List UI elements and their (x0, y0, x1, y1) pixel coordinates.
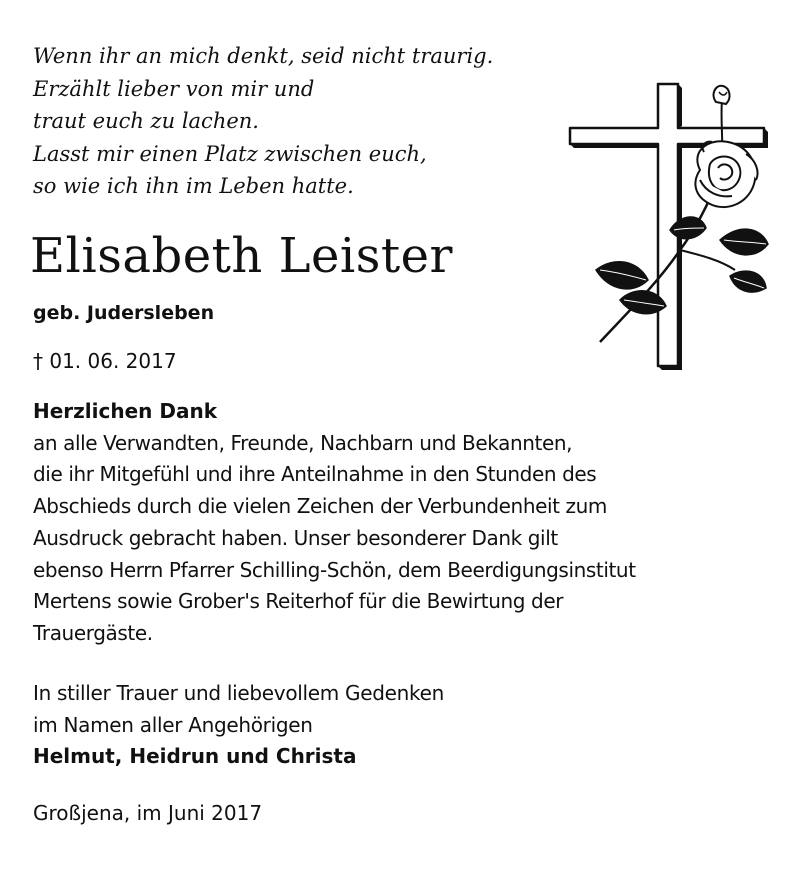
thanks-line: ebenso Herrn Pfarrer Schilling-Schön, dem Beerdigungsinstitut (33, 557, 636, 582)
poem-line: traut euch zu lachen. (33, 109, 259, 133)
thanks-line: an alle Verwandten, Freunde, Nachbarn und Bekannten, (33, 430, 573, 455)
closing-line: In stiller Trauer und liebevollem Gedenken (33, 681, 444, 705)
closing-section (33, 678, 773, 773)
thanks-line: Trauergäste. (33, 620, 153, 645)
deceased-name: Elisabeth Leister (30, 228, 453, 284)
closing-line: im Namen aller Angehörigen (33, 712, 313, 737)
poem-line: Erzählt lieber von mir und (33, 76, 315, 101)
thanks-line: Abschieds durch die vielen Zeichen der Verbundenheit zum (33, 494, 608, 519)
thanks-line: Ausdruck gebracht haben. Unser besonderer Dank gilt (33, 525, 558, 550)
thanks-heading: Herzlichen Dank (33, 399, 218, 423)
signers: Helmut, Heidrun und Christa (33, 744, 357, 769)
poem-line: so wie ich ihn im Leben hatte. (33, 174, 354, 198)
thanks-line: Mertens sowie Grober's Reiterhof für die Bewirtung der (33, 589, 564, 614)
cross-with-rose-icon (560, 80, 780, 380)
death-date: † 01. 06. 2017 (33, 349, 177, 373)
memorial-poem (33, 40, 593, 203)
thanks-line: die ihr Mitgefühl und ihre Anteilnahme in den Stunden des (33, 462, 597, 487)
place-date: Großjena, im Juni 2017 (33, 801, 263, 825)
thanks-section (33, 396, 773, 650)
poem-line: Lasst mir einen Platz zwischen euch, (33, 141, 427, 166)
birth-name: geb. Judersleben (33, 302, 215, 324)
poem-line: Wenn ihr an mich denkt, seid nicht traurig. (33, 44, 494, 68)
